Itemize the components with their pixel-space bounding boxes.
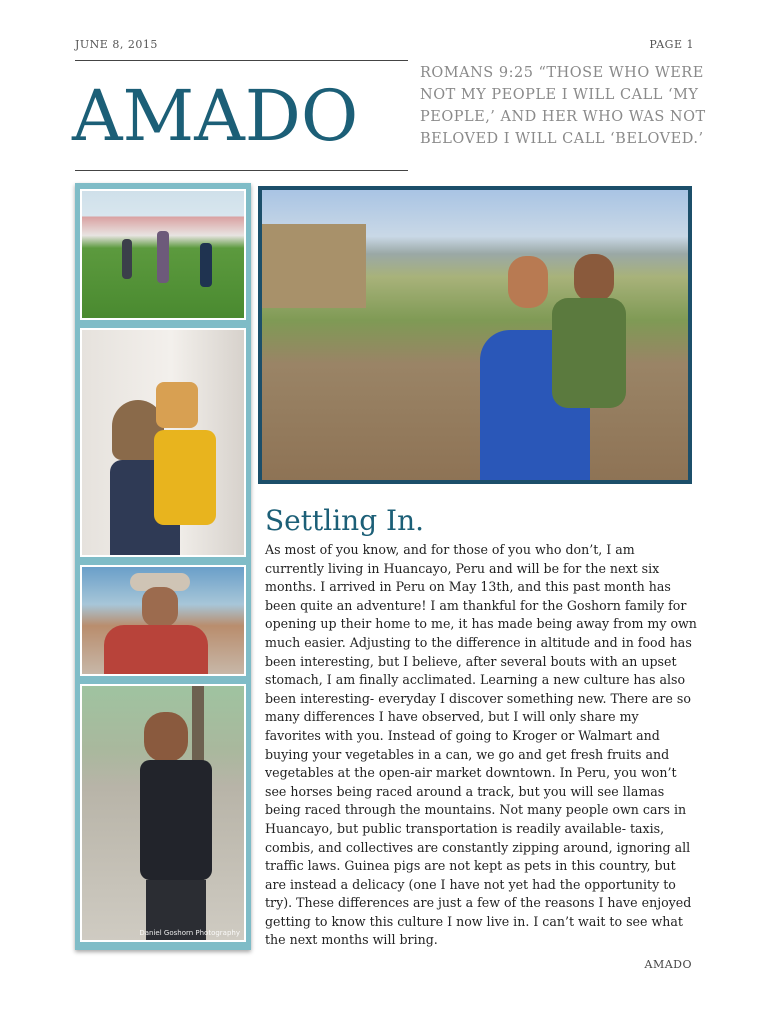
article-body: As most of you know, and for those of you who don’t, I am currently living in Huancayo, Peru and will be for the next six months. I arrived in Peru on May 13th, and this past month has been quite an adventure! I am thankful for the Goshorn family for opening up their home to me, it has made being away from my own much easier. Adjusting to the difference in altitude and in food has been interesting, but I believe, after several bouts with an upset stomach, I am finally acclimated. Learning a new culture has also been interesting- everyday I discover something new. There are so many differences I have observed, but I will only share my favorites with you. Instead of going to Kroger or Walmart and buying your vegetables in a can, we go and get fresh fruits and vegetables at the open-air market downtown. In Peru, you won’t see horses being raced around a track, but you will see llamas being raced through the mountains. Not many people own cars in Huancayo, but public transportation is readily available- taxis, combis, and collectives are constantly zipping around, ignoring all traffic laws. Guinea pigs are not kept as pets in this country, but are instead a delicacy (one I have not yet had the opportunity to try). These differences are just a few of the reasons I have enjoyed getting to know this culture I now live in. I can’t wait to see what the next months will bring.: [265, 542, 697, 948]
page-number: PAGE 1: [649, 38, 694, 51]
newsletter-title: AMADO: [72, 75, 359, 157]
photo-credit: Daniel Goshorn Photography: [139, 929, 240, 937]
title-rule-bottom: [75, 170, 408, 171]
footer-label: AMADO: [644, 958, 692, 971]
title-rule-top: [75, 60, 408, 61]
photo-children-playing: [80, 189, 246, 320]
photo-boy-on-pole: [80, 684, 246, 942]
scripture-verse: ROMANS 9:25 “THOSE WHO WERE NOT MY PEOPLE I WILL CALL ‘MY PEOPLE,’ AND HER WHO WAS NOT BELOVED I WILL CALL ‘BELOVED.’: [420, 65, 706, 147]
photo-woman-with-child: [80, 328, 246, 557]
main-photo-woman-and-boy: [258, 186, 692, 484]
article-heading: Settling In.: [265, 504, 425, 537]
date: JUNE 8, 2015: [75, 38, 158, 51]
photo-woman-in-hat: [80, 565, 246, 676]
